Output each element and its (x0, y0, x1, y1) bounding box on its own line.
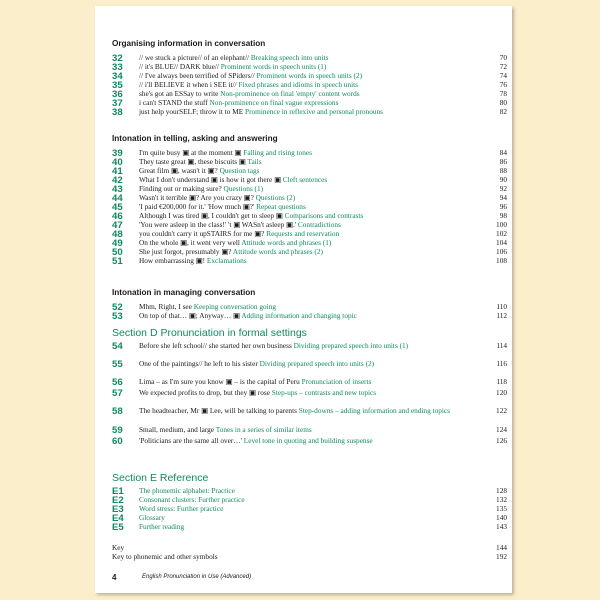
unit-title-link: Contradictions (297, 220, 341, 229)
section-heading: Intonation in telling, asking and answering (112, 134, 278, 143)
unit-title-link: Prominent words in speech units (1) (220, 62, 327, 71)
page-number: 192 (496, 552, 507, 561)
unit-example: Finding out or making sure? (139, 184, 222, 193)
unit-description (139, 108, 459, 117)
unit-number: E5 (112, 522, 124, 533)
unit-title-link: Prominence in reflexive and personal pronouns (245, 107, 384, 116)
page-number: 82 (499, 107, 507, 116)
page-number: 92 (499, 184, 507, 193)
unit-title-link: Question tags (219, 166, 260, 175)
page-number: 78 (499, 89, 507, 98)
page-number: 98 (499, 211, 507, 220)
unit-example: Lima – as I'm sure you know ▣ – is the capital of Peru (139, 377, 300, 386)
unit-title-link: Consonant clusters: Further practice (139, 495, 245, 504)
unit-description (139, 257, 459, 266)
page-number: 120 (496, 388, 507, 397)
unit-example: I'm quite busy ▣ at the moment ▣ (139, 148, 242, 157)
unit-title-link: Step-downs – adding information and ending topics (298, 406, 450, 415)
unit-number: 35 (112, 80, 123, 91)
page-number: 116 (496, 359, 507, 368)
unit-description (139, 342, 459, 351)
unit-number: 41 (112, 166, 123, 177)
unit-example: How embarrassing ▣! (139, 256, 206, 265)
page-number: 122 (496, 406, 507, 415)
unit-number: 49 (112, 238, 123, 249)
unit-number: 36 (112, 89, 123, 100)
unit-title-link: Attitude words and phrases (1) (241, 238, 332, 247)
unit-title-link: Dividing prepared speech into units (2) (259, 359, 375, 368)
unit-number: E2 (112, 495, 124, 506)
unit-title-link: Repeat questions (256, 202, 306, 211)
page-number: 144 (496, 543, 507, 552)
unit-title-link: Further reading (139, 522, 185, 531)
unit-title-link: Tones in a series of similar items (215, 425, 312, 434)
unit-number: 47 (112, 220, 123, 231)
unit-title-link: Prominent words in speech units (2) (256, 71, 363, 80)
unit-number: 60 (112, 436, 123, 447)
unit-example: They taste great ▣, these biscuits ▣ (139, 157, 246, 166)
section-heading: Section D Pronunciation in formal settings (112, 327, 307, 339)
page-number: 143 (496, 522, 507, 531)
page-number: 96 (499, 202, 507, 211)
unit-title-link: Fixed phrases and idioms in speech units (238, 80, 358, 89)
page-number: 108 (496, 256, 507, 265)
unit-number: 32 (112, 53, 123, 64)
unit-title-link: Glossary (139, 513, 165, 522)
unit-example: // i'll BELIEVE it when i SEE it// (139, 80, 237, 89)
unit-number: 44 (112, 193, 123, 204)
unit-number: 50 (112, 247, 123, 258)
page-number: 112 (496, 311, 507, 320)
unit-number: 48 (112, 229, 123, 240)
unit-title-link: Adding information and changing topic (241, 311, 357, 320)
page-number: 106 (496, 247, 507, 256)
unit-title-link: Step-ups – contrasts and new topics (271, 388, 377, 397)
page-number: 100 (496, 220, 507, 229)
unit-title-link: Breaking speech into units (250, 53, 329, 62)
unit-example: you couldn't carry it upSTAIRS for me ▣? (139, 229, 265, 238)
unit-example: On the whole ▣, it went very well (139, 238, 240, 247)
unit-number: 39 (112, 148, 123, 159)
unit-number: 38 (112, 107, 123, 118)
unit-number: 45 (112, 202, 123, 213)
unit-number: 54 (112, 341, 123, 352)
unit-title-link: Pronunciation of inserts (301, 377, 372, 386)
unit-example: The headteacher, Mr ▣ Lee, will be talking to parents (139, 406, 297, 415)
page-number: 114 (496, 341, 507, 350)
unit-title-link: Cleft sentences (282, 175, 328, 184)
unit-description (139, 378, 459, 387)
unit-description (139, 389, 459, 398)
section-heading: Organising information in conversation (112, 39, 266, 48)
page-number: 90 (499, 175, 507, 184)
unit-title-link: Keeping conversation going (193, 302, 277, 311)
page-number: 132 (496, 495, 507, 504)
unit-number: 58 (112, 406, 123, 417)
unit-number: 34 (112, 71, 123, 82)
page-number: 135 (496, 504, 507, 513)
page-number: 104 (496, 238, 507, 247)
unit-example: One of the paintings// he left to his sister (139, 359, 258, 368)
page-number: 140 (496, 513, 507, 522)
unit-example: 'Politicians are the same all over…' (139, 436, 242, 445)
page-number: 102 (496, 229, 507, 238)
section-heading: Intonation in managing conversation (112, 288, 256, 297)
page-number: 88 (499, 166, 507, 175)
unit-example: On top of that… ▣; Anyway… ▣ (139, 311, 240, 320)
unit-example: She just forgot, presumably ▣? (139, 247, 232, 256)
unit-number: 56 (112, 377, 123, 388)
page-number: 74 (499, 71, 507, 80)
unit-description (139, 437, 459, 446)
unit-title-link: Non-prominence on final vague expressions (209, 98, 339, 107)
page-number: 110 (496, 302, 507, 311)
unit-title-link: The phonemic alphabet: Practice (139, 486, 235, 495)
page-number: 126 (496, 436, 507, 445)
unit-title-link: Non-prominence on final 'empty' content words (220, 89, 360, 98)
page-number: 84 (499, 148, 507, 157)
footer-page-number: 4 (112, 573, 117, 582)
page-number: 80 (499, 98, 507, 107)
page-number: 72 (499, 62, 507, 71)
unit-description (139, 523, 459, 532)
unit-example: just help yourSELF; throw it to ME (139, 107, 244, 116)
unit-description (139, 514, 459, 523)
unit-example: Mhm, Right, I see (139, 302, 192, 311)
unit-number: 55 (112, 359, 123, 370)
unit-description (139, 505, 459, 514)
back-matter-title: Key (112, 543, 125, 552)
page-number: 124 (496, 425, 507, 434)
unit-example: Great film ▣, wasn't it ▣? (139, 166, 218, 175)
unit-number: 33 (112, 62, 123, 73)
unit-title-link: Dividing prepared speech into units (1) (293, 341, 409, 350)
unit-example: she's got an ESSay to write (139, 89, 219, 98)
unit-example: 'You were asleep in the class!' 't ▣ WASn't asleep ▣.' (139, 220, 297, 229)
unit-description (139, 407, 459, 416)
unit-example: Before she left school// she started her own business (139, 341, 292, 350)
unit-description (139, 360, 459, 369)
unit-number: 46 (112, 211, 123, 222)
unit-example: Wasn't it terrible ▣? Are you crazy ▣? (139, 193, 254, 202)
unit-number: 52 (112, 302, 123, 313)
unit-example: What I don't understand ▣ is how it got there ▣ (139, 175, 281, 184)
section-heading: Section E Reference (112, 472, 209, 484)
unit-number: 53 (112, 311, 123, 322)
unit-example: 'I paid €200,000 for it.' 'How much ▣?' (139, 202, 255, 211)
unit-title-link: Word stress: Further practice (139, 504, 224, 513)
page-number: 128 (496, 486, 507, 495)
back-matter-title: Key to phonemic and other symbols (112, 552, 218, 561)
footer-book-title: English Pronunciation in Use (Advanced) (142, 574, 252, 580)
unit-example: // I've always been terrified of SPiders// (139, 71, 255, 80)
unit-number: 51 (112, 256, 123, 267)
unit-title-link: Questions (1) (223, 184, 264, 193)
unit-example: // it's BLUE// DARK blue// (139, 62, 219, 71)
unit-number: 37 (112, 98, 123, 109)
unit-description (139, 312, 459, 321)
unit-number: E1 (112, 486, 124, 497)
unit-example: We expected profits to drop, but they ▣ rose (139, 388, 270, 397)
book-page (95, 6, 512, 593)
unit-title-link: Falling and rising tones (243, 148, 312, 157)
unit-title-link: Attitude words and phrases (2) (232, 247, 323, 256)
unit-example: Small, medium, and large (139, 425, 215, 434)
page-number: 76 (499, 80, 507, 89)
unit-example: // we stuck a picture// of an elephant// (139, 53, 250, 62)
unit-number: 59 (112, 425, 123, 436)
page-number: 94 (499, 193, 507, 202)
unit-example: Although I was tired ▣, I couldn't get to sleep ▣ (139, 211, 283, 220)
page-number: 70 (499, 53, 507, 62)
unit-title-link: Comparisons and contrasts (284, 211, 364, 220)
unit-number: 43 (112, 184, 123, 195)
unit-title-link: Requests and reservation (266, 229, 340, 238)
unit-title-link: Level tone in quoting and building suspense (243, 436, 373, 445)
unit-number: 57 (112, 388, 123, 399)
unit-title-link: Questions (2) (255, 193, 296, 202)
unit-description (139, 426, 459, 435)
unit-title-link: Exclamations (206, 256, 247, 265)
unit-title-link: Tails (247, 157, 262, 166)
unit-number: E4 (112, 513, 124, 524)
unit-number: 42 (112, 175, 123, 186)
unit-number: E3 (112, 504, 124, 515)
unit-number: 40 (112, 157, 123, 168)
page-number: 118 (496, 377, 507, 386)
page-number: 86 (499, 157, 507, 166)
unit-example: i can't STAND the stuff (139, 98, 208, 107)
